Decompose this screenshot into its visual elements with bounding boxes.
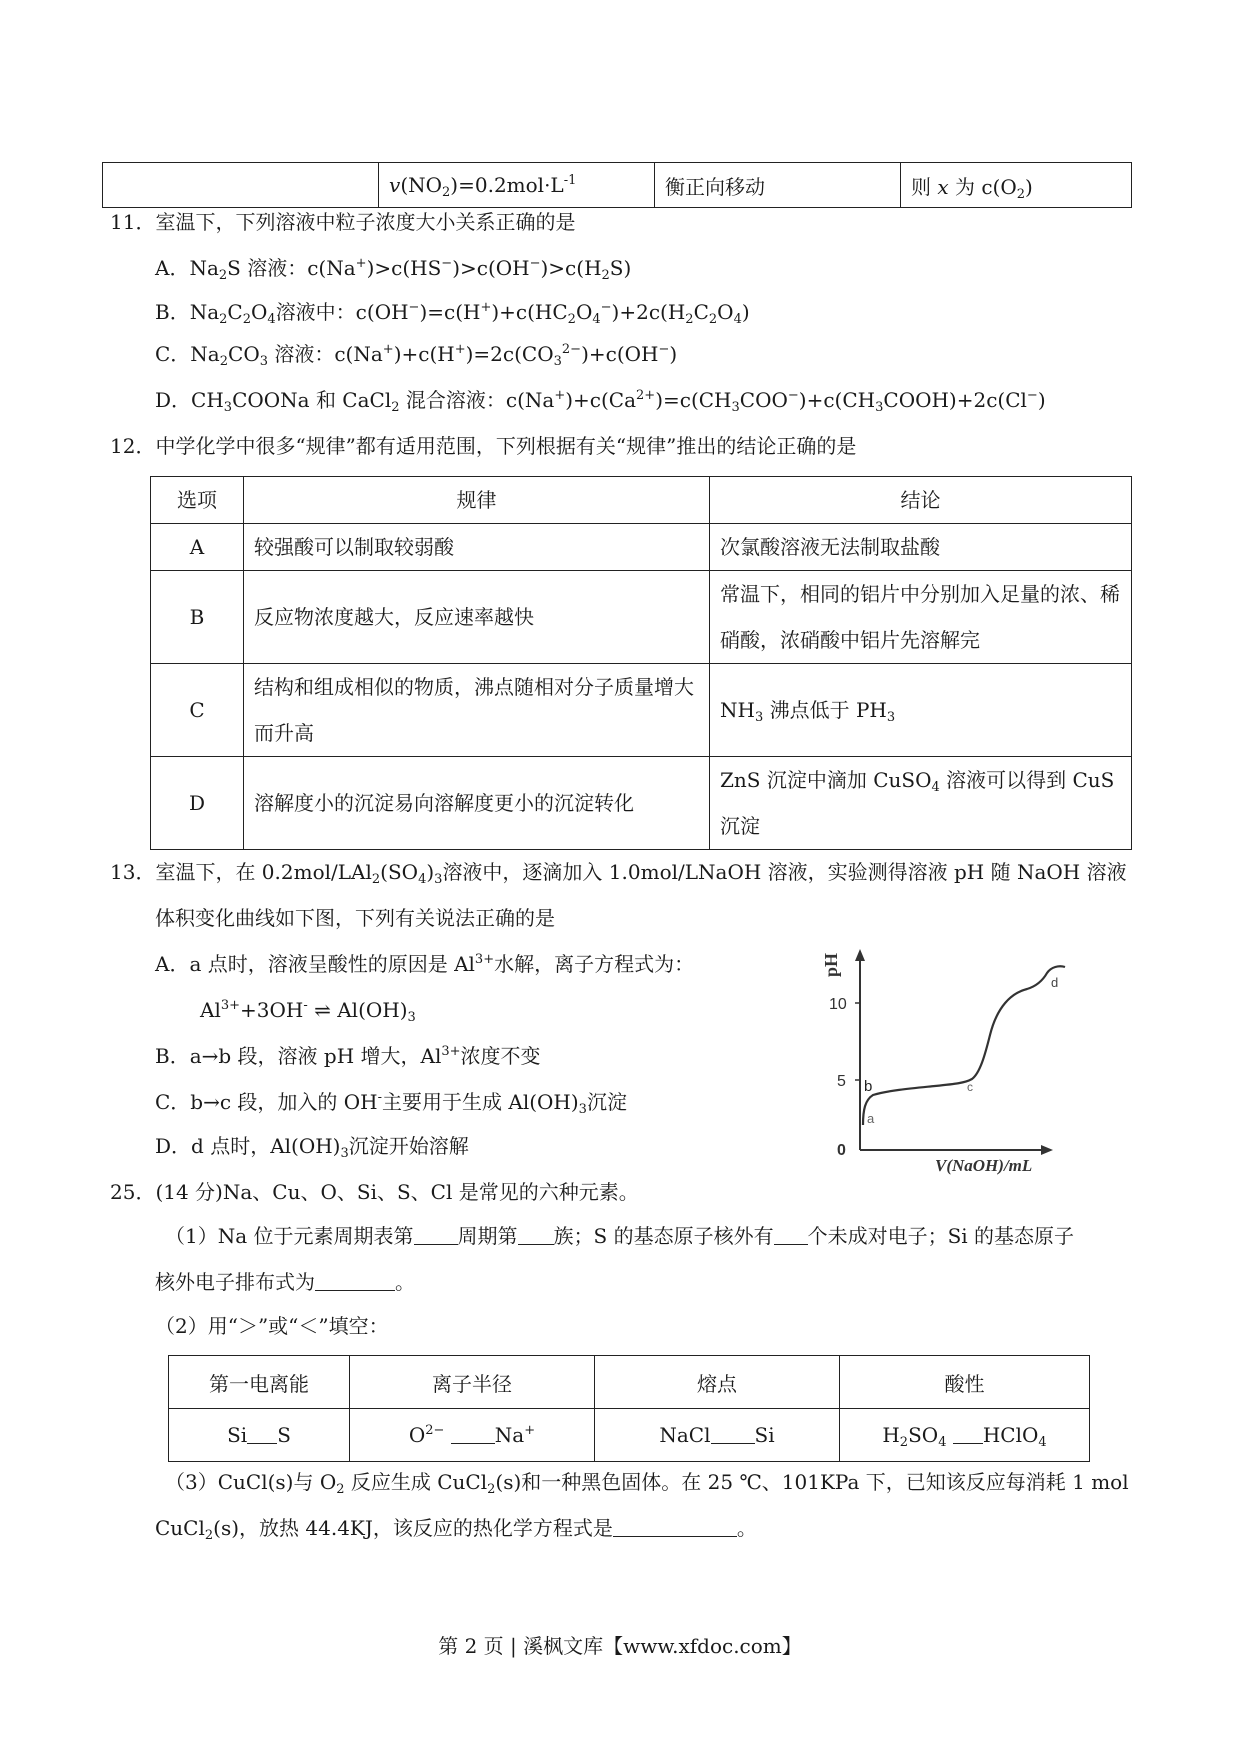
chart-point-d: d (1051, 975, 1059, 990)
comparison-header-radius: 离子半径 (350, 1356, 595, 1409)
q25-part1-line1 (165, 1222, 1074, 1250)
q25-stem: 25．(14 分)Na、Cu、O、Si、S、Cl 是常见的六种元素。 (110, 1180, 639, 1204)
comparison-left: NaCl (659, 1423, 711, 1447)
ph-curve-chart (815, 945, 1095, 1175)
top-cell-1 (103, 163, 379, 208)
period-blank[interactable] (414, 1226, 458, 1245)
comparison-header-ionization: 第一电离能 (169, 1356, 350, 1409)
q13-option-d: D．d 点时，$Al(OH)_3$沉淀开始溶解 (155, 1134, 469, 1161)
top-cell-4: 则 x 为 $c(O_2)$ (901, 163, 1132, 208)
q13-option-c: C．b→c 段，加入的 OH-主要用于生成 $Al(OH)_3$沉淀 (155, 1090, 627, 1117)
comparison-cell-ionization (169, 1409, 350, 1462)
comparison-cell-radius: $O^{2-}$ Na+ (350, 1409, 595, 1462)
chart-ytick-label-0: 0 (837, 1142, 846, 1159)
comparison-right: Si (754, 1423, 775, 1447)
q11-option-c: C．$Na_2CO_3$ 溶液：$c(Na^+)+c(H^+)=2c(CO_3^{2-})+c(OH^-)$ (155, 342, 678, 369)
rules-header-rule: 规律 (244, 477, 710, 524)
rules-table (150, 476, 1132, 850)
electron-config-blank[interactable] (315, 1272, 395, 1291)
radius-blank[interactable] (451, 1425, 495, 1444)
q25-part1-text-a: （1）Na 位于元素周期表第 (165, 1224, 414, 1248)
rules-row-b-rule: 反应物浓度越大，反应速率越快 (244, 571, 710, 664)
q25-part3-end: 。 (736, 1516, 757, 1540)
chart-point-b: b (864, 1078, 873, 1095)
top-table (102, 162, 1132, 208)
q25-part1-text-c: 族；S 的基态原子核外有 (553, 1224, 774, 1248)
comparison-right: S (277, 1423, 291, 1447)
rules-row-c-rule: 结构和组成相似的物质，沸点随相对分子质量增大而升高 (244, 664, 710, 757)
q25-part1-line2 (155, 1268, 415, 1296)
chart-ph-curve (863, 966, 1065, 1125)
q25-part1-text-d: 个未成对电子；Si 的基态原子 (807, 1224, 1075, 1248)
q25-part2: （2）用“＞”或“＜”填空： (155, 1314, 389, 1338)
top-cell-3: 衡正向移动 (655, 163, 901, 208)
q11-option-b: B．$Na_2C_2O_4$溶液中：$c(OH^-)=c(H^+)+c(HC_2O_4^-)+2c(H_2C_2O_4)$ (155, 300, 750, 327)
page-footer: 第 2 页 | 溪枫文库【www.xfdoc.com】 (438, 1634, 802, 1658)
comparison-header-melting: 熔点 (595, 1356, 840, 1409)
rules-row-a-rule: 较强酸可以制取较弱酸 (244, 524, 710, 571)
top-cell-2: $v(NO_2)=0.2mol\cdot L^{-1}$ (379, 163, 655, 208)
q13-option-a-1: A．a 点时，溶液呈酸性的原因是 $Al^{3+}$水解，离子方程式为： (155, 952, 695, 976)
comparison-cell-acidity: $H_2SO_4$ HClO$_4$ (840, 1409, 1090, 1462)
q13-stem-1: 13．室温下，在 $0.2mol/LAl_2(SO_4)_3$溶液中，逐滴加入 1.0mol/LNaOH 溶液，实验测得溶液 pH 随 NaOH 溶液 (110, 860, 1127, 887)
rules-row-c-option: C (151, 664, 244, 757)
q11-option-a: A．$Na_2S$ 溶液：$c(Na^+)>c(HS^-)>c(OH^-)>c(H_2S)$ (155, 256, 632, 283)
chart-point-a: a (867, 1111, 875, 1126)
ionization-blank[interactable] (247, 1425, 277, 1444)
rules-row-a-conclusion: 次氯酸溶液无法制取盐酸 (710, 524, 1132, 571)
chart-x-arrow-icon (1041, 1145, 1053, 1155)
rules-row-b-conclusion: 常温下，相同的铝片中分别加入足量的浓、稀硝酸，浓硝酸中铝片先溶解完 (710, 571, 1132, 664)
acidity-blank[interactable] (953, 1425, 983, 1444)
equilibrium-arrow-icon: ⇌ (314, 998, 331, 1022)
rules-row-d-rule: 溶解度小的沉淀易向溶解度更小的沉淀转化 (244, 757, 710, 850)
chart-y-arrow-icon (855, 949, 865, 961)
q25-part1-text-e: 核外电子排布式为 (155, 1270, 315, 1294)
group-blank[interactable] (518, 1226, 554, 1245)
rules-header-option: 选项 (151, 477, 244, 524)
rules-row-d-option: D (151, 757, 244, 850)
chart-point-c: c (967, 1080, 973, 1094)
rules-row-c-conclusion: $NH_3$ 沸点低于 $PH_3$ (710, 664, 1132, 757)
melting-blank[interactable] (711, 1425, 755, 1444)
comparison-table (168, 1355, 1090, 1462)
unpaired-electrons-blank[interactable] (774, 1226, 808, 1245)
rules-row-d-conclusion: ZnS 沉淀中滴加 CuSO$_4$ 溶液可以得到 CuS 沉淀 (710, 757, 1132, 850)
thermochemical-equation-blank[interactable] (613, 1518, 737, 1537)
q11-option-d: D．$CH_3COONa$ 和 CaCl$_2$ 混合溶液：$c(Na^+)+c(Ca^{2+})=c(CH_3COO^-)+c(CH_3COOH)+2c(Cl^-)$ (155, 388, 1046, 415)
q13-stem-2: 体积变化曲线如下图，下列有关说法正确的是 (155, 906, 555, 930)
comparison-cell-melting (595, 1409, 840, 1462)
q25-part1-text-b: 周期第 (457, 1224, 518, 1248)
q12-stem: 12．中学化学中很多“规律”都有适用范围，下列根据有关“规律”推出的结论正确的是 (110, 434, 857, 458)
q11-stem: 11．室温下，下列溶液中粒子浓度大小关系正确的是 (110, 210, 576, 234)
rules-row-a-option: A (151, 524, 244, 571)
rules-header-conclusion: 结论 (710, 477, 1132, 524)
rules-row-b-option: B (151, 571, 244, 664)
q25-part3-line2: CuCl$_2$(s)，放热 44.4KJ，该反应的热化学方程式是 。 (155, 1516, 757, 1543)
comparison-left: Si (227, 1423, 248, 1447)
q25-part1-end: 。 (395, 1270, 415, 1294)
chart-ytick-label-5: 5 (837, 1073, 846, 1090)
chart-ytick-label-10: 10 (829, 996, 847, 1013)
chart-ylabel: pH (821, 952, 841, 977)
comparison-header-acidity: 酸性 (840, 1356, 1090, 1409)
q13-option-a-2: $Al^{3+}+3OH^-$ ⇌ $Al(OH)_3$ (200, 998, 416, 1025)
chart-xlabel: V(NaOH)/mL (935, 1156, 1033, 1175)
q13-option-b: B．a→b 段，溶液 pH 增大，$Al^{3+}$浓度不变 (155, 1044, 541, 1068)
q25-part3-line1: （3）CuCl(s)与 $O_2$ 反应生成 CuCl$_2$(s)和一种黑色固体。在 25 ℃、101KPa 下，已知该反应每消耗 1 mol (165, 1470, 1129, 1497)
